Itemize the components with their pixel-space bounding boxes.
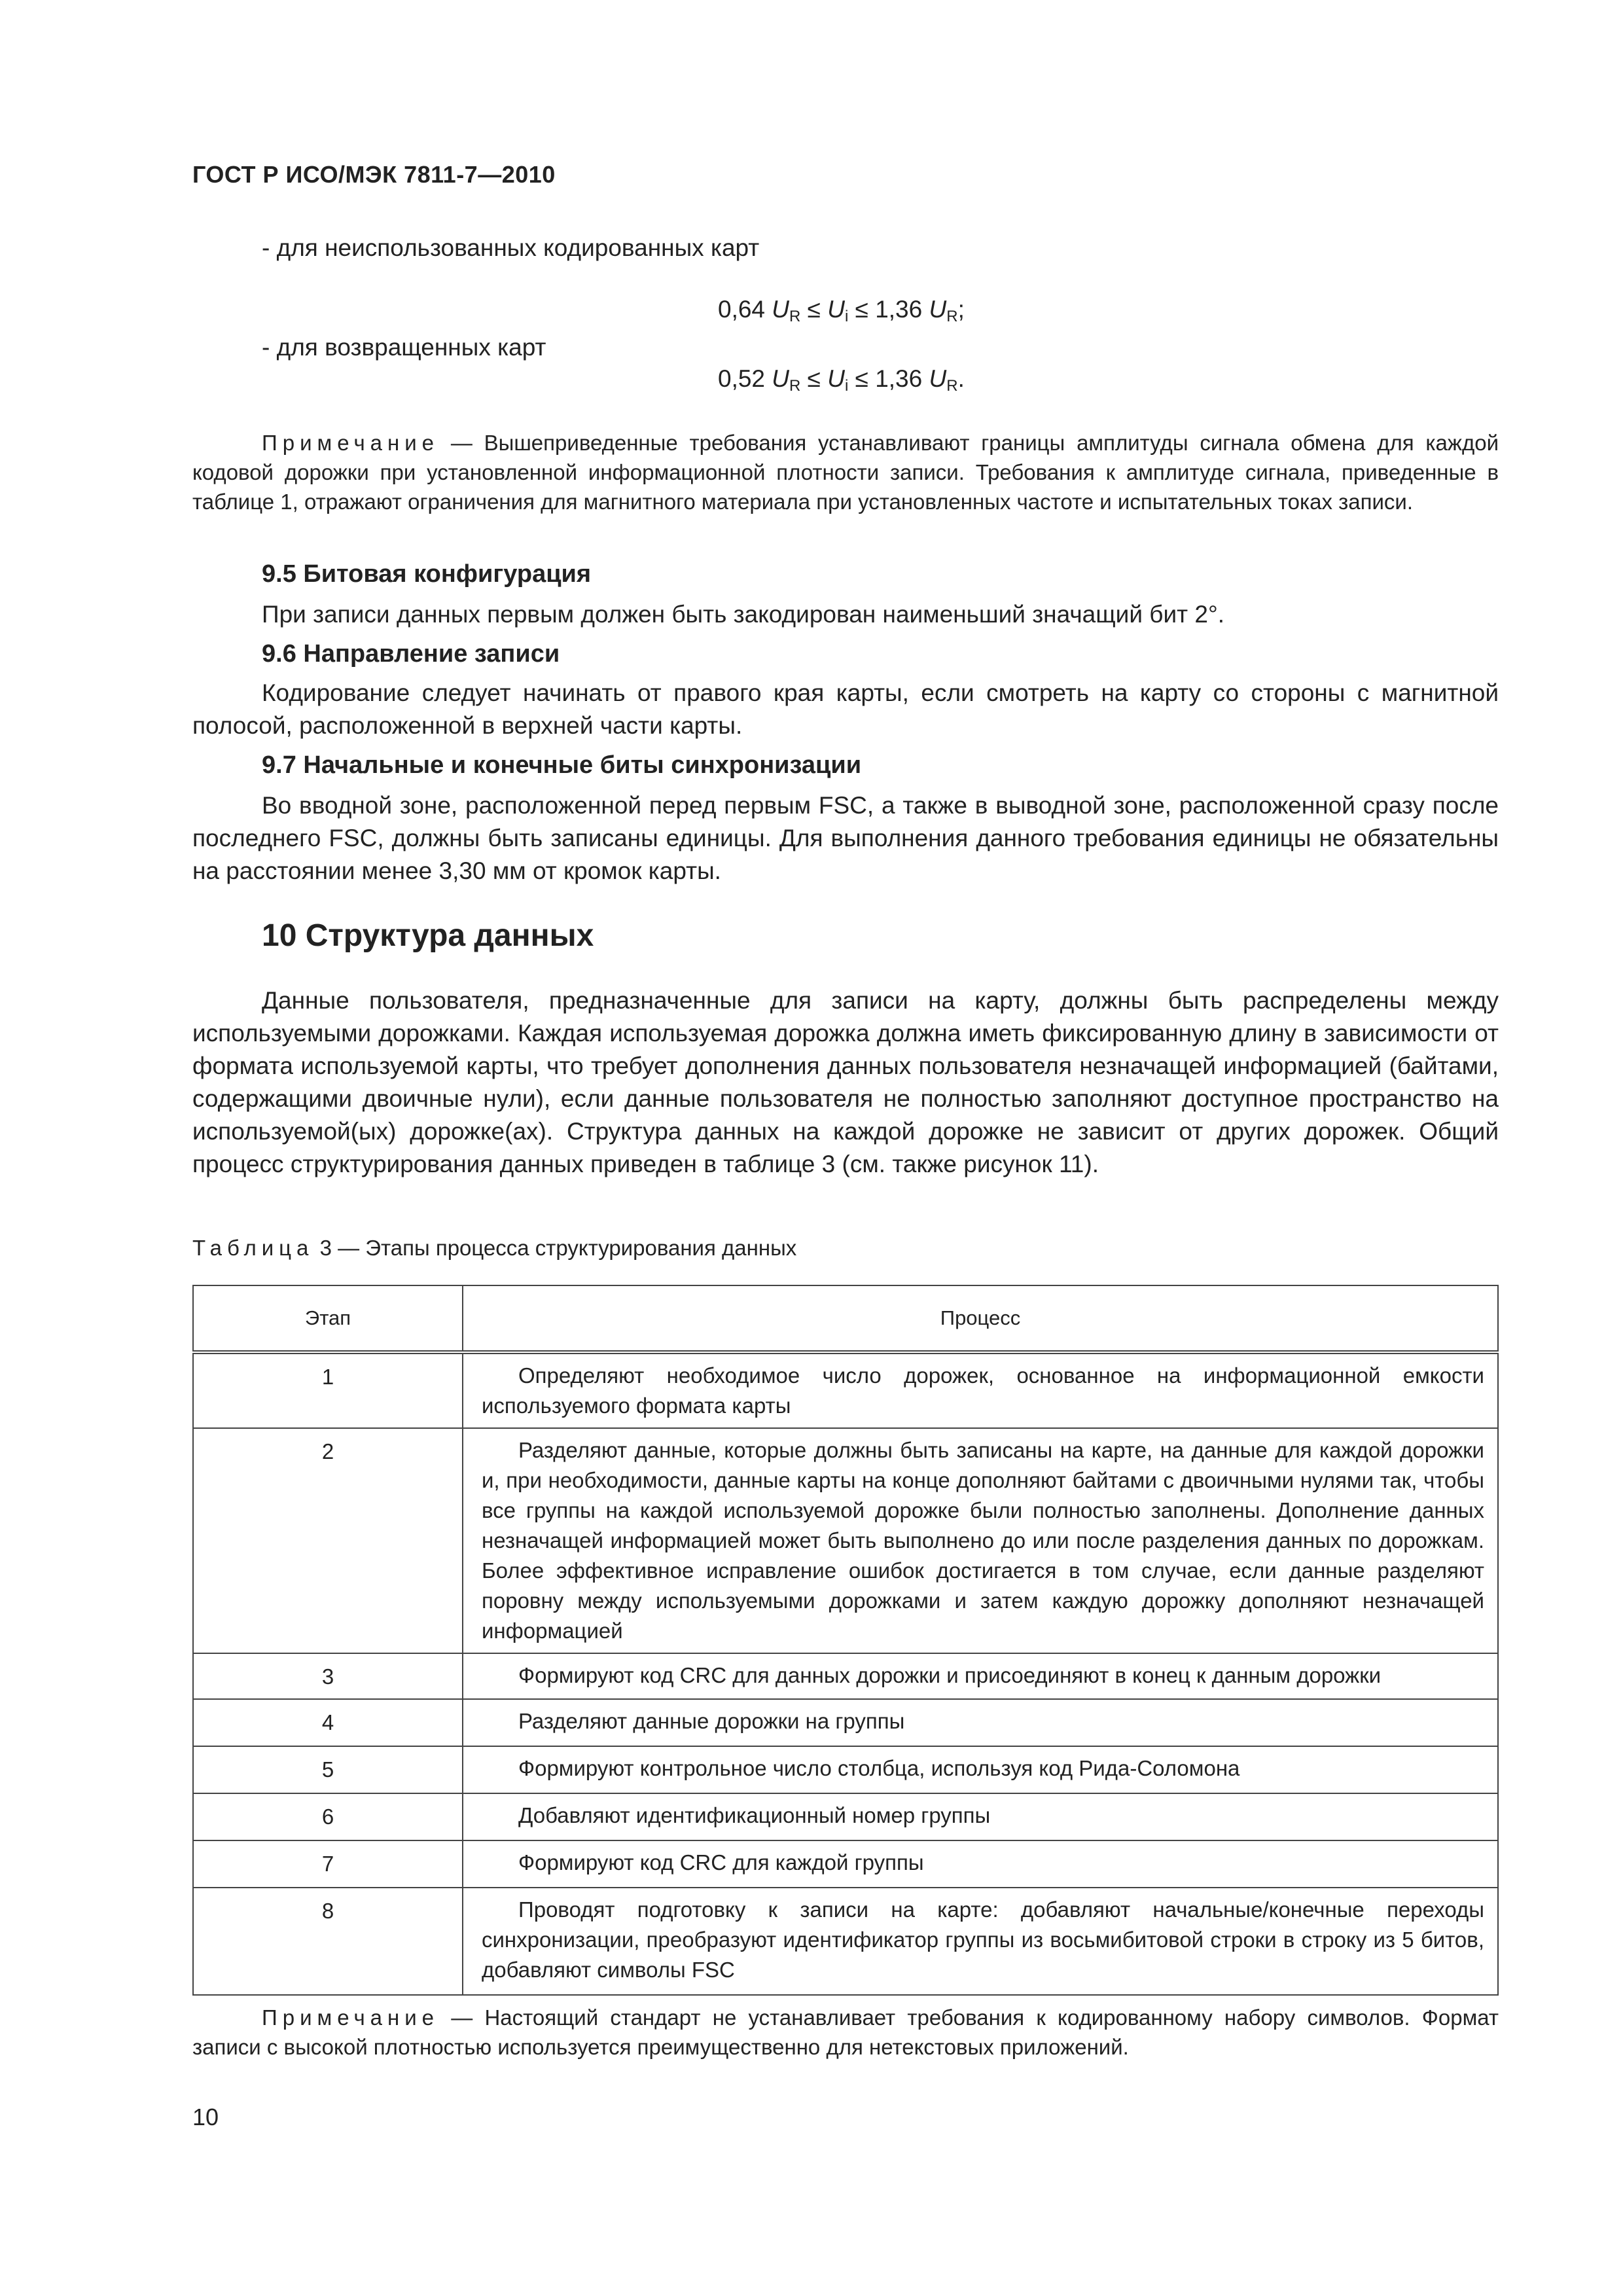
process-text: Проводят подготовку к записи на карте: добавляют начальные/конечные переходы синхронизации, преобразуют идентификатор группы из восьмибитовой строки в строку из 5 битов, добавляют символы FSC — [463, 1888, 1498, 1995]
stage-number: 5 — [193, 1746, 463, 1793]
stage-number: 2 — [193, 1428, 463, 1653]
process-text: Разделяют данные дорожки на группы — [463, 1699, 1498, 1746]
process-text: Формируют контрольное число столбца, используя код Рида-Соломона — [463, 1746, 1498, 1793]
table-row — [193, 1653, 1498, 1699]
section-9-6-title: 9.6 Направление записи — [262, 640, 560, 668]
section-9-7-text: Во вводной зоне, расположенной перед первым FSC, а также в выводной зоне, расположенной сразу после последнего FSC, должны быть записаны единицы. Для выполнения данного требования единицы не обязательны на расстоянии менее 3,30 мм от кромок карты. — [192, 792, 1499, 884]
table-row — [193, 1793, 1498, 1840]
table-row — [193, 1352, 1498, 1428]
stage-number: 7 — [193, 1840, 463, 1888]
note-character-set: Примечание — Настоящий стандарт не устанавливает требования к кодированному набору символов. Формат записи с высокой плотностью используется преимущественно для нетекстовых приложений. — [192, 2005, 1499, 2059]
table-row — [193, 1746, 1498, 1793]
returned-cards-label: - для возвращенных карт — [262, 334, 546, 361]
section-10-title: 10 Структура данных — [262, 918, 594, 953]
section-9-6-text: Кодирование следует начинать от правого края карты, если смотреть на карту со стороны с магнитной полосой, расположенной в верхней части карты. — [192, 679, 1499, 739]
table-3 — [192, 1285, 1499, 1996]
document-header: ГОСТ Р ИСО/МЭК 7811-7—2010 — [192, 161, 556, 188]
section-9-7-title: 9.7 Начальные и конечные биты синхронизации — [262, 751, 862, 779]
process-text: Определяют необходимое число дорожек, основанное на информационной емкости используемого формата карты — [463, 1352, 1498, 1428]
page-number: 10 — [192, 2104, 219, 2130]
column-header-stage: Этап — [193, 1285, 463, 1352]
stage-number: 1 — [193, 1352, 463, 1428]
stage-number: 6 — [193, 1793, 463, 1840]
section-10-text: Данные пользователя, предназначенные для записи на карту, должны быть распределены между используемыми дорожками. Каждая используемая дорожка должна иметь фиксированную длину в зависимости от формата используемой карты, что требует дополнения данных пользователя незначащей информацией (байтами, содержащими двоичные нули), если данные пользователя не полностью заполняют доступное пространство на используемой(ых) дорожке(ах). Структура данных на каждой дорожке не зависит от других дорожек. Общий процесс структурирования данных приведен в таблице 3 (см. также рисунок 11). — [192, 987, 1499, 1177]
process-text: Добавляют идентификационный номер группы — [463, 1793, 1498, 1840]
stage-number: 8 — [193, 1888, 463, 1995]
unused-cards-label: - для неиспользованных кодированных карт — [262, 234, 760, 261]
table-row — [193, 1699, 1498, 1746]
table-row — [193, 1888, 1498, 1995]
process-text: Формируют код CRC для данных дорожки и присоединяют в конец к данным дорожки — [463, 1653, 1498, 1699]
formula-unused: 0,64 $U_R \le U_i \le 1,36$ $U_R$; — [718, 296, 965, 325]
stage-number: 3 — [193, 1653, 463, 1699]
column-header-process: Процесс — [463, 1285, 1498, 1352]
formula-returned: 0,52 $U_R \le U_i \le 1,36$ $U_R$. — [718, 365, 965, 395]
table-header-row — [193, 1285, 1498, 1352]
process-text: Разделяют данные, которые должны быть записаны на карте, на данные для каждой дорожки и, при необходимости, данные карты на конце дополняют байтами с двоичными нулями так, чтобы все группы на каждой используемой дорожке были полностью заполнены. Дополнение данных незначащей информацией может быть выполнено до или после разделения данных по дорожкам. Более эффективное исправление ошибок достигается в том случае, если данные разделяют поровну между используемыми дорожками и затем каждую дорожку дополняют незначащей информацией — [463, 1428, 1498, 1653]
table-row — [193, 1428, 1498, 1653]
table-row — [193, 1840, 1498, 1888]
note-amplitude: Примечание — Вышеприведенные требования устанавливают границы амплитуды сигнала обмена для каждой кодовой дорожки при установленной информационной плотности записи. Требования к амплитуде сигнала, приведенные в таблице 1, отражают ограничения для магнитного материала при установленных частоте и испытательных токах записи. — [192, 431, 1499, 514]
section-9-5-title: 9.5 Битовая конфигурация — [262, 560, 592, 588]
section-9-5-text: При записи данных первым должен быть закодирован наименьший значащий бит 2°. — [262, 601, 1225, 628]
table-3-caption: Таблица 3 — Этапы процесса структурирования данных — [192, 1236, 797, 1260]
process-text: Формируют код CRC для каждой группы — [463, 1840, 1498, 1888]
stage-number: 4 — [193, 1699, 463, 1746]
